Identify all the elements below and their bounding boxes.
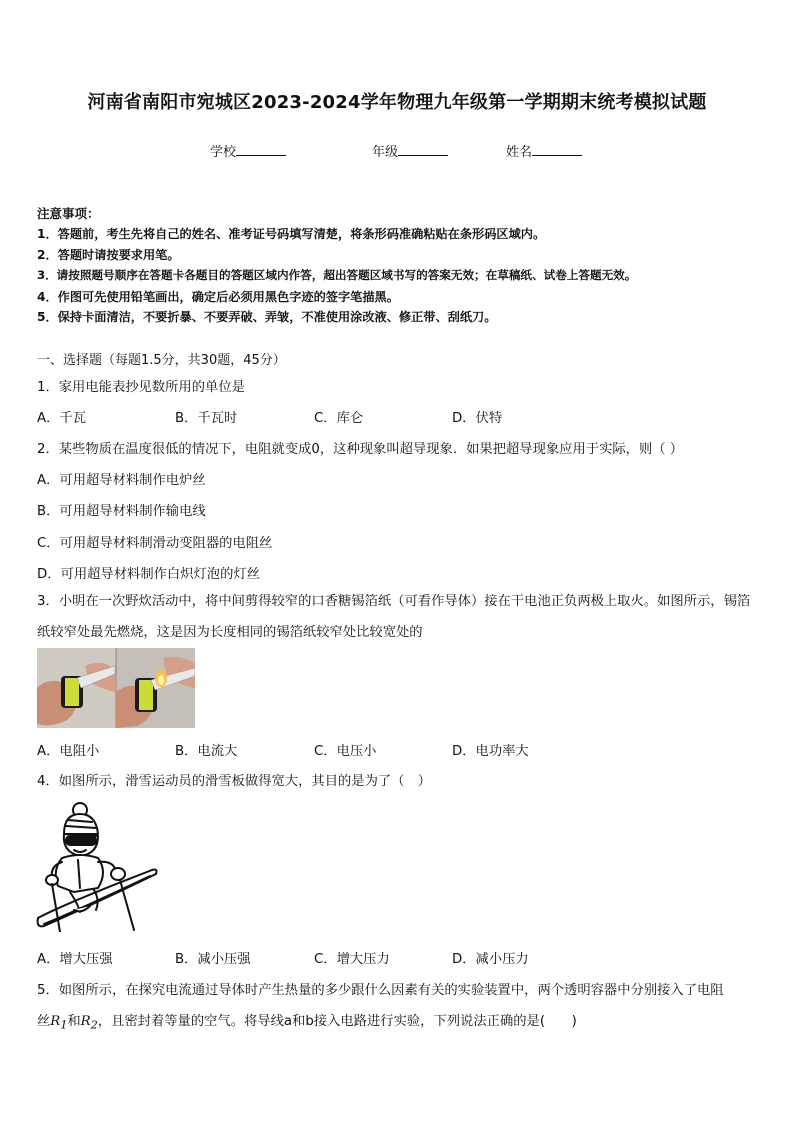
resistor-subscript: 1 bbox=[60, 1018, 68, 1032]
school-field bbox=[210, 141, 286, 160]
page-title: 河南省南阳市宛城区2023-2024学年物理九年级第一学期期末统考模拟试题 bbox=[87, 92, 707, 113]
note-item: 4．作图可先使用铅笔画出，确定后必须用黑色字迹的签字笔描黑。 bbox=[37, 290, 399, 304]
stem-text: 丝 bbox=[37, 1014, 51, 1029]
question-3-stem: 3．小明在一次野炊活动中，将中间剪得较窄的口香糖锡箔纸（可看作导体）接在干电池正负两极上取火。如图所示，锡箔纸较窄处最先燃烧，这是因为长度相同的锡箔纸较窄处比较宽处的 bbox=[37, 594, 751, 640]
note-item: 1．答题前，考生先将自己的姓名、准考证号码填写清楚，将条形码准确粘贴在条形码区域内。 bbox=[37, 227, 546, 241]
resistor-r1-label bbox=[50, 1014, 68, 1032]
note-item: 2．答题时请按要求用笔。 bbox=[37, 248, 180, 262]
option-b: B．千瓦时 bbox=[175, 411, 238, 426]
grade-field bbox=[372, 141, 448, 160]
option-c: C．电压小 bbox=[314, 744, 377, 759]
section-heading: 一、选择题（每题1.5分，共30题，45分） bbox=[37, 353, 286, 368]
resistor-symbol: R bbox=[50, 1014, 61, 1029]
option-a: A．电阻小 bbox=[37, 744, 100, 759]
stem-text: ，且密封着等量的空气。将导线a和b接入电路进行实验，下列说法正确的是( ) bbox=[97, 1014, 577, 1029]
grade-blank bbox=[398, 143, 448, 156]
option-c: C．库仑 bbox=[314, 411, 364, 426]
option-d: D．电功率大 bbox=[452, 744, 529, 759]
option-b: B．可用超导材料制作输电线 bbox=[37, 504, 206, 519]
school-blank bbox=[236, 143, 286, 156]
question-5-stem-line2 bbox=[37, 1010, 577, 1032]
notes-heading: 注意事项： bbox=[37, 206, 100, 221]
tinfoil-battery-illustration bbox=[37, 648, 195, 728]
option-b: B．电流大 bbox=[175, 744, 238, 759]
question-5-stem-line1: 5．如图所示，在探究电流通过导体时产生热量的多少跟什么因素有关的实验装置中，两个透明容器中分别接入了电阻 bbox=[37, 983, 724, 998]
note-item: 5．保持卡面清洁，不要折暴、不要弄破、弄皱，不准使用涂改液、修正带、刮纸刀。 bbox=[37, 310, 497, 324]
option-a: A．千瓦 bbox=[37, 411, 86, 426]
name-blank bbox=[532, 143, 582, 156]
option-d: D．可用超导材料制作白炽灯泡的灯丝 bbox=[37, 567, 260, 582]
tinfoil-battery-photo bbox=[37, 648, 195, 728]
question-2-stem: 2．某些物质在温度很低的情况下，电阻就变成0，这种现象叫超导现象．如果把超导现象应用于实际，则（ ） bbox=[37, 442, 684, 457]
option-a: A．可用超导材料制作电炉丝 bbox=[37, 473, 206, 488]
note-item: 3．请按照题号顺序在答题卡各题目的答题区域内作答，超出答题区域书写的答案无效；在草稿纸、试卷上答题无效。 bbox=[37, 268, 637, 282]
option-d: D．伏特 bbox=[452, 411, 503, 426]
option-d: D．减小压力 bbox=[452, 952, 529, 967]
question-1-stem: 1．家用电能表抄见数所用的单位是 bbox=[37, 380, 245, 395]
name-label: 姓名 bbox=[506, 145, 533, 160]
stem-text: 和 bbox=[67, 1014, 81, 1029]
option-c: C．可用超导材料制滑动变阻器的电阻丝 bbox=[37, 536, 273, 551]
resistor-symbol: R bbox=[80, 1014, 91, 1029]
option-a: A．增大压强 bbox=[37, 952, 113, 967]
resistor-r2-label bbox=[80, 1014, 98, 1032]
school-label: 学校 bbox=[210, 145, 237, 160]
grade-label: 年级 bbox=[372, 145, 399, 160]
name-field bbox=[506, 141, 582, 160]
skier-illustration bbox=[34, 800, 158, 932]
question-4-stem: 4．如图所示，滑雪运动员的滑雪板做得宽大，其目的是为了（ ） bbox=[37, 774, 432, 789]
option-b: B．减小压强 bbox=[175, 952, 251, 967]
resistor-subscript: 2 bbox=[90, 1018, 98, 1032]
option-c: C．增大压力 bbox=[314, 952, 390, 967]
